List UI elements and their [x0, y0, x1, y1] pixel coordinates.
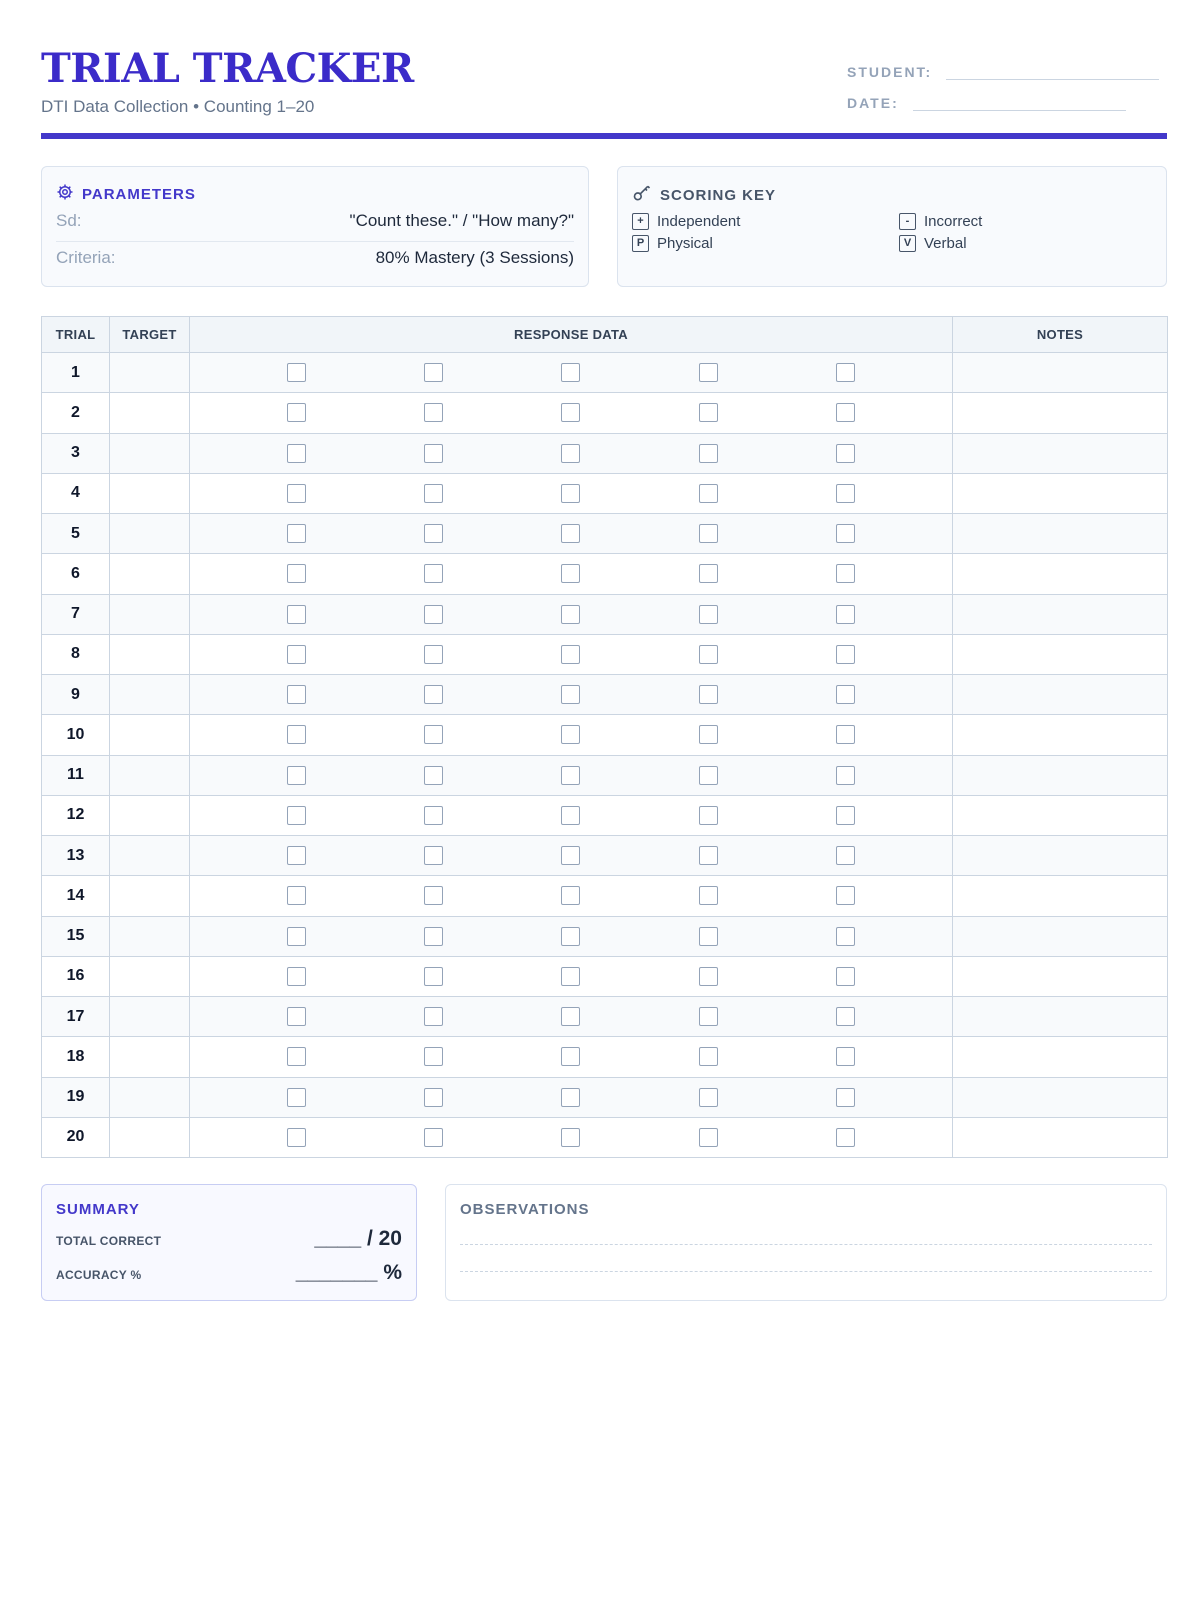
- response-checkbox[interactable]: [836, 524, 855, 543]
- trial-number: 17: [42, 997, 110, 1037]
- response-checkbox[interactable]: [287, 524, 306, 543]
- response-checkbox[interactable]: [287, 484, 306, 503]
- key-symbol: P: [632, 235, 649, 252]
- target-column-header: TARGET: [110, 317, 190, 353]
- sd-value: "Count these." / "How many?": [349, 211, 574, 230]
- response-cell: [190, 634, 953, 674]
- response-checkbox-group: [190, 685, 952, 704]
- criteria-value: 80% Mastery (3 Sessions): [375, 248, 574, 267]
- response-cell: [190, 795, 953, 835]
- notes-cell[interactable]: [953, 1077, 1168, 1117]
- response-checkbox-group: [190, 564, 952, 583]
- response-checkbox[interactable]: [424, 1088, 443, 1107]
- table-row: [42, 353, 1168, 393]
- response-cell: [190, 473, 953, 513]
- gear-icon: [56, 183, 74, 205]
- sd-row: [56, 209, 574, 233]
- observations-title: OBSERVATIONS: [460, 1201, 590, 1218]
- response-checkbox[interactable]: [699, 645, 718, 664]
- target-cell[interactable]: [110, 594, 190, 634]
- response-checkbox[interactable]: [699, 605, 718, 624]
- accuracy-value[interactable]: _______ %: [295, 1261, 402, 1284]
- target-cell[interactable]: [110, 715, 190, 755]
- response-checkbox[interactable]: [287, 605, 306, 624]
- response-checkbox-group: [190, 1128, 952, 1147]
- response-checkbox[interactable]: [424, 444, 443, 463]
- notes-cell[interactable]: [953, 514, 1168, 554]
- target-cell[interactable]: [110, 393, 190, 433]
- table-row: [42, 675, 1168, 715]
- response-cell: [190, 393, 953, 433]
- response-checkbox[interactable]: [424, 363, 443, 382]
- trial-number: 12: [42, 795, 110, 835]
- response-checkbox[interactable]: [699, 967, 718, 986]
- response-checkbox[interactable]: [836, 484, 855, 503]
- response-checkbox[interactable]: [424, 725, 443, 744]
- response-checkbox[interactable]: [424, 564, 443, 583]
- key-label: Physical: [657, 235, 713, 252]
- table-row: [42, 956, 1168, 996]
- response-checkbox[interactable]: [287, 1007, 306, 1026]
- scoring-key-card: [617, 166, 1167, 287]
- response-checkbox[interactable]: [699, 564, 718, 583]
- response-checkbox[interactable]: [424, 1128, 443, 1147]
- accuracy-label: ACCURACY %: [56, 1268, 142, 1282]
- trial-number: 4: [42, 473, 110, 513]
- page-subtitle: DTI Data Collection • Counting 1–20: [41, 97, 315, 116]
- response-checkbox[interactable]: [287, 685, 306, 704]
- trial-number: 5: [42, 514, 110, 554]
- response-checkbox-group: [190, 967, 952, 986]
- target-cell[interactable]: [110, 554, 190, 594]
- response-checkbox[interactable]: [836, 967, 855, 986]
- response-cell: [190, 836, 953, 876]
- total-correct-value[interactable]: ____ / 20: [314, 1227, 402, 1250]
- response-checkbox[interactable]: [424, 484, 443, 503]
- table-row: [42, 1117, 1168, 1157]
- response-checkbox[interactable]: [287, 645, 306, 664]
- response-checkbox[interactable]: [561, 605, 580, 624]
- trial-table: [41, 316, 1168, 1158]
- response-checkbox[interactable]: [699, 444, 718, 463]
- table-row: [42, 715, 1168, 755]
- target-cell[interactable]: [110, 634, 190, 674]
- table-row: [42, 514, 1168, 554]
- response-checkbox[interactable]: [836, 766, 855, 785]
- notes-cell[interactable]: [953, 916, 1168, 956]
- trial-number: 10: [42, 715, 110, 755]
- target-cell[interactable]: [110, 514, 190, 554]
- key-item-incorrect: [899, 213, 982, 230]
- response-checkbox[interactable]: [836, 1128, 855, 1147]
- trial-number: 13: [42, 836, 110, 876]
- response-checkbox-group: [190, 806, 952, 825]
- target-cell[interactable]: [110, 795, 190, 835]
- response-cell: [190, 594, 953, 634]
- response-checkbox[interactable]: [699, 524, 718, 543]
- response-checkbox[interactable]: [287, 564, 306, 583]
- observations-card[interactable]: [445, 1184, 1167, 1301]
- response-checkbox[interactable]: [561, 645, 580, 664]
- table-header-row: [42, 317, 1168, 353]
- response-checkbox[interactable]: [561, 806, 580, 825]
- response-checkbox[interactable]: [287, 806, 306, 825]
- response-checkbox[interactable]: [287, 967, 306, 986]
- response-checkbox[interactable]: [561, 403, 580, 422]
- trial-number: 2: [42, 393, 110, 433]
- table-row: [42, 1077, 1168, 1117]
- target-cell[interactable]: [110, 836, 190, 876]
- trial-number: 11: [42, 755, 110, 795]
- response-checkbox-group: [190, 1007, 952, 1026]
- key-item-physical: [632, 235, 713, 252]
- trial-number: 9: [42, 675, 110, 715]
- response-checkbox[interactable]: [424, 967, 443, 986]
- parameters-title: PARAMETERS: [82, 185, 196, 203]
- notes-cell[interactable]: [953, 473, 1168, 513]
- response-checkbox[interactable]: [699, 1007, 718, 1026]
- response-cell: [190, 1037, 953, 1077]
- target-cell[interactable]: [110, 876, 190, 916]
- response-checkbox[interactable]: [287, 846, 306, 865]
- response-checkbox-group: [190, 766, 952, 785]
- response-checkbox[interactable]: [561, 685, 580, 704]
- response-checkbox[interactable]: [561, 1088, 580, 1107]
- response-checkbox[interactable]: [699, 403, 718, 422]
- response-cell: [190, 514, 953, 554]
- key-label: Incorrect: [924, 213, 983, 230]
- observation-line: [460, 1244, 1152, 1245]
- notes-cell[interactable]: [953, 594, 1168, 634]
- response-checkbox[interactable]: [836, 1088, 855, 1107]
- response-checkbox[interactable]: [836, 886, 855, 905]
- criteria-label: Criteria:: [56, 248, 116, 267]
- student-label: STUDENT:: [847, 64, 933, 80]
- response-checkbox[interactable]: [699, 846, 718, 865]
- criteria-row: [56, 246, 574, 270]
- response-checkbox[interactable]: [561, 524, 580, 543]
- response-checkbox-group: [190, 524, 952, 543]
- response-checkbox[interactable]: [424, 645, 443, 664]
- trial-number: 20: [42, 1117, 110, 1157]
- trial-number: 1: [42, 353, 110, 393]
- response-checkbox[interactable]: [287, 927, 306, 946]
- key-symbol: -: [899, 213, 916, 230]
- response-checkbox[interactable]: [561, 846, 580, 865]
- header-divider: [41, 133, 1167, 139]
- response-checkbox[interactable]: [561, 444, 580, 463]
- target-cell[interactable]: [110, 675, 190, 715]
- response-checkbox-group: [190, 846, 952, 865]
- target-cell[interactable]: [110, 1037, 190, 1077]
- response-checkbox[interactable]: [287, 886, 306, 905]
- table-row: [42, 997, 1168, 1037]
- date-field[interactable]: [913, 93, 1126, 111]
- response-checkbox-group: [190, 403, 952, 422]
- response-checkbox[interactable]: [287, 363, 306, 382]
- response-checkbox[interactable]: [836, 725, 855, 744]
- response-checkbox[interactable]: [287, 444, 306, 463]
- key-item-verbal: [899, 235, 967, 252]
- response-checkbox[interactable]: [699, 927, 718, 946]
- notes-cell[interactable]: [953, 956, 1168, 996]
- trial-number: 7: [42, 594, 110, 634]
- response-checkbox[interactable]: [561, 725, 580, 744]
- table-row: [42, 755, 1168, 795]
- key-item-independent: [632, 213, 740, 230]
- table-row: [42, 634, 1168, 674]
- response-checkbox-group: [190, 886, 952, 905]
- response-checkbox[interactable]: [424, 886, 443, 905]
- response-checkbox[interactable]: [699, 766, 718, 785]
- date-label: DATE:: [847, 95, 899, 111]
- response-cell: [190, 715, 953, 755]
- notes-cell[interactable]: [953, 1117, 1168, 1157]
- header: [41, 46, 1167, 140]
- response-column-header: RESPONSE DATA: [190, 317, 953, 353]
- student-field[interactable]: [946, 62, 1159, 80]
- response-cell: [190, 1117, 953, 1157]
- key-symbol: +: [632, 213, 649, 230]
- response-checkbox[interactable]: [561, 927, 580, 946]
- summary-card: [41, 1184, 417, 1301]
- response-checkbox[interactable]: [424, 1007, 443, 1026]
- response-checkbox[interactable]: [699, 1047, 718, 1066]
- response-checkbox[interactable]: [561, 1047, 580, 1066]
- trial-number: 14: [42, 876, 110, 916]
- sd-label: Sd:: [56, 211, 82, 230]
- response-checkbox[interactable]: [424, 846, 443, 865]
- response-checkbox[interactable]: [424, 766, 443, 785]
- key-icon: [632, 183, 652, 207]
- notes-cell[interactable]: [953, 675, 1168, 715]
- response-cell: [190, 755, 953, 795]
- response-checkbox[interactable]: [561, 363, 580, 382]
- response-checkbox[interactable]: [424, 403, 443, 422]
- response-checkbox[interactable]: [699, 685, 718, 704]
- response-checkbox[interactable]: [424, 927, 443, 946]
- trial-number: 6: [42, 554, 110, 594]
- response-cell: [190, 1077, 953, 1117]
- notes-column-header: NOTES: [953, 317, 1168, 353]
- response-cell: [190, 916, 953, 956]
- date-row: [847, 93, 1126, 111]
- response-checkbox[interactable]: [836, 363, 855, 382]
- student-row: [847, 62, 1159, 80]
- accuracy-row: [56, 1261, 402, 1285]
- response-checkbox[interactable]: [836, 645, 855, 664]
- notes-cell[interactable]: [953, 997, 1168, 1037]
- response-checkbox-group: [190, 645, 952, 664]
- response-checkbox[interactable]: [424, 806, 443, 825]
- response-checkbox[interactable]: [699, 806, 718, 825]
- param-divider: [56, 241, 574, 242]
- table-row: [42, 836, 1168, 876]
- trial-number: 16: [42, 956, 110, 996]
- parameters-card: [41, 166, 589, 287]
- table-row: [42, 594, 1168, 634]
- response-checkbox[interactable]: [287, 725, 306, 744]
- response-checkbox-group: [190, 605, 952, 624]
- response-checkbox[interactable]: [561, 766, 580, 785]
- notes-cell[interactable]: [953, 876, 1168, 916]
- response-checkbox[interactable]: [424, 605, 443, 624]
- target-cell[interactable]: [110, 1117, 190, 1157]
- response-checkbox-group: [190, 1047, 952, 1066]
- total-correct-label: TOTAL CORRECT: [56, 1234, 162, 1248]
- scoring-key-title: SCORING KEY: [660, 186, 777, 204]
- response-checkbox[interactable]: [836, 846, 855, 865]
- target-cell[interactable]: [110, 1077, 190, 1117]
- trial-number: 18: [42, 1037, 110, 1077]
- response-checkbox[interactable]: [699, 1128, 718, 1147]
- scoring-key-heading: [632, 183, 776, 207]
- response-checkbox-group: [190, 444, 952, 463]
- response-cell: [190, 675, 953, 715]
- response-checkbox[interactable]: [287, 1088, 306, 1107]
- response-checkbox[interactable]: [561, 1007, 580, 1026]
- response-checkbox[interactable]: [287, 403, 306, 422]
- response-checkbox[interactable]: [699, 363, 718, 382]
- notes-cell[interactable]: [953, 795, 1168, 835]
- table-row: [42, 433, 1168, 473]
- target-cell[interactable]: [110, 956, 190, 996]
- response-checkbox[interactable]: [424, 1047, 443, 1066]
- response-checkbox-group: [190, 1088, 952, 1107]
- response-checkbox[interactable]: [287, 766, 306, 785]
- response-checkbox[interactable]: [699, 484, 718, 503]
- trial-number: 19: [42, 1077, 110, 1117]
- key-label: Independent: [657, 213, 741, 230]
- response-checkbox[interactable]: [561, 484, 580, 503]
- trial-number: 3: [42, 433, 110, 473]
- table-row: [42, 876, 1168, 916]
- parameters-heading: [56, 183, 196, 205]
- response-cell: [190, 876, 953, 916]
- table-row: [42, 473, 1168, 513]
- target-cell[interactable]: [110, 916, 190, 956]
- key-label: Verbal: [924, 235, 967, 252]
- response-checkbox-group: [190, 484, 952, 503]
- response-checkbox[interactable]: [836, 685, 855, 704]
- response-checkbox[interactable]: [836, 605, 855, 624]
- table-row: [42, 1037, 1168, 1077]
- table-row: [42, 795, 1168, 835]
- response-cell: [190, 956, 953, 996]
- response-checkbox[interactable]: [836, 927, 855, 946]
- target-cell[interactable]: [110, 755, 190, 795]
- notes-cell[interactable]: [953, 715, 1168, 755]
- response-checkbox[interactable]: [424, 524, 443, 543]
- response-checkbox[interactable]: [699, 1088, 718, 1107]
- table-row: [42, 393, 1168, 433]
- response-cell: [190, 433, 953, 473]
- response-cell: [190, 353, 953, 393]
- response-checkbox[interactable]: [836, 1047, 855, 1066]
- notes-cell[interactable]: [953, 554, 1168, 594]
- response-checkbox[interactable]: [287, 1047, 306, 1066]
- notes-cell[interactable]: [953, 433, 1168, 473]
- table-row: [42, 916, 1168, 956]
- notes-cell[interactable]: [953, 634, 1168, 674]
- response-checkbox[interactable]: [836, 564, 855, 583]
- key-symbol: V: [899, 235, 916, 252]
- target-cell[interactable]: [110, 433, 190, 473]
- notes-cell[interactable]: [953, 1037, 1168, 1077]
- response-checkbox[interactable]: [699, 725, 718, 744]
- response-cell: [190, 997, 953, 1037]
- trial-number: 8: [42, 634, 110, 674]
- target-cell[interactable]: [110, 353, 190, 393]
- response-cell: [190, 554, 953, 594]
- notes-cell[interactable]: [953, 836, 1168, 876]
- response-checkbox[interactable]: [561, 564, 580, 583]
- target-cell[interactable]: [110, 473, 190, 513]
- response-checkbox[interactable]: [287, 1128, 306, 1147]
- target-cell[interactable]: [110, 997, 190, 1037]
- trial-column-header: TRIAL: [42, 317, 110, 353]
- response-checkbox[interactable]: [699, 886, 718, 905]
- response-checkbox[interactable]: [561, 886, 580, 905]
- trial-table-body: [42, 353, 1168, 1158]
- response-checkbox[interactable]: [836, 444, 855, 463]
- summary-title: SUMMARY: [56, 1201, 140, 1218]
- response-checkbox[interactable]: [561, 967, 580, 986]
- response-checkbox-group: [190, 927, 952, 946]
- response-checkbox-group: [190, 363, 952, 382]
- table-row: [42, 554, 1168, 594]
- notes-cell[interactable]: [953, 393, 1168, 433]
- response-checkbox[interactable]: [836, 806, 855, 825]
- response-checkbox-group: [190, 725, 952, 744]
- response-checkbox[interactable]: [836, 403, 855, 422]
- total-correct-row: [56, 1227, 402, 1251]
- notes-cell[interactable]: [953, 755, 1168, 795]
- trial-number: 15: [42, 916, 110, 956]
- response-checkbox[interactable]: [424, 685, 443, 704]
- page-title: TRIAL TRACKER: [41, 45, 414, 92]
- response-checkbox[interactable]: [561, 1128, 580, 1147]
- response-checkbox[interactable]: [836, 1007, 855, 1026]
- observation-line: [460, 1271, 1152, 1272]
- notes-cell[interactable]: [953, 353, 1168, 393]
